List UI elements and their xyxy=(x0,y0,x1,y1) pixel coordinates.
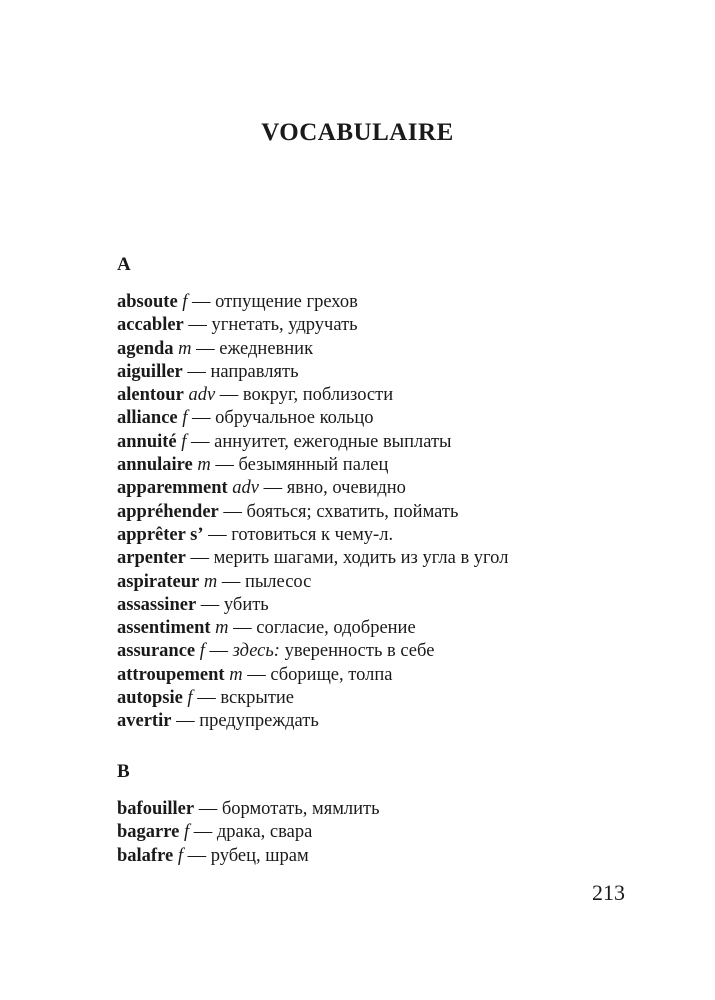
entry-grammar: f xyxy=(182,408,188,429)
entry-term: assassiner xyxy=(117,594,197,615)
entry-dash: — xyxy=(210,455,239,476)
entry-term: alentour xyxy=(117,385,184,406)
entry-definition: рубец, шрам xyxy=(210,845,309,866)
entry-grammar: f xyxy=(183,822,190,843)
entry-definition: мерить шагами, ходить из угла в угол xyxy=(213,548,509,569)
entry-term: autopsie xyxy=(117,688,183,709)
vocabulary-entry xyxy=(117,477,637,500)
entry-term: apprêter s’ xyxy=(117,524,204,545)
entry-grammar: m xyxy=(197,455,211,476)
vocabulary-entry xyxy=(117,361,637,384)
vocabulary-entry xyxy=(117,710,637,733)
entry-definition: отпущение грехов xyxy=(215,292,358,312)
entry-term: arpenter xyxy=(117,548,186,569)
entry-definition: угнетать, удручать xyxy=(211,315,358,336)
vocabulary-entry xyxy=(117,547,637,570)
entry-definition: направлять xyxy=(210,361,299,382)
vocabulary-entry xyxy=(117,687,637,710)
entry-term: aiguiller xyxy=(117,361,183,382)
entry-dash: — xyxy=(217,571,245,592)
vocabulary-entry xyxy=(117,640,637,663)
entry-grammar: m xyxy=(203,571,218,592)
entry-grammar: f xyxy=(181,431,187,452)
entry-definition: пылесос xyxy=(244,571,312,592)
entry-dash: — xyxy=(259,478,287,499)
vocabulary-entry xyxy=(117,524,637,547)
entry-dash: — xyxy=(194,799,222,819)
entry-grammar: f xyxy=(199,641,205,662)
entry-definition: бояться; схватить, поймать xyxy=(246,501,459,522)
entry-dash: — xyxy=(204,641,233,662)
entry-dash: — xyxy=(171,711,200,732)
vocabulary-entry xyxy=(117,821,637,844)
entry-list xyxy=(117,291,637,734)
entry-definition: безымянный палец xyxy=(238,455,389,476)
section-a xyxy=(117,253,637,734)
entry-grammar: f xyxy=(182,292,188,312)
entry-grammar: m xyxy=(229,664,243,685)
entry-term: absoute xyxy=(117,292,178,312)
entry-term: aspirateur xyxy=(117,571,200,592)
entry-dash: — xyxy=(187,292,216,312)
entry-dash: — xyxy=(187,408,216,429)
vocabulary-entry xyxy=(117,407,637,430)
page-number: 213 xyxy=(592,880,625,905)
vocabulary-entry xyxy=(117,571,637,594)
entry-term: bafouiller xyxy=(117,799,195,819)
entry-dash: — xyxy=(182,361,211,382)
entry-dash: — xyxy=(196,594,224,615)
entry-definition: вскрытие xyxy=(220,688,295,709)
entry-dash: — xyxy=(186,431,215,452)
entry-definition: обручальное кольцо xyxy=(215,408,374,429)
entry-dash: — xyxy=(218,501,247,522)
entry-grammar: adv xyxy=(232,478,259,499)
entry-term: annulaire xyxy=(117,455,193,476)
entry-grammar: m xyxy=(215,618,229,639)
entry-term: attroupement xyxy=(117,664,225,685)
entry-grammar: adv xyxy=(188,385,216,406)
entry-term: assurance xyxy=(117,641,196,662)
entry-grammar: f xyxy=(187,688,193,709)
entry-definition: согласие, одобрение xyxy=(256,618,416,639)
entry-definition: предупреждать xyxy=(199,711,319,732)
entry-term: annuité xyxy=(117,431,177,452)
vocabulary-entry xyxy=(117,454,637,477)
vocabulary-entry xyxy=(117,798,637,821)
entry-list xyxy=(117,798,637,868)
entry-term: agenda xyxy=(117,338,174,359)
vocabulary-entry xyxy=(117,501,637,524)
entry-dash: — xyxy=(185,548,214,569)
entry-dash: — xyxy=(215,385,243,406)
entry-dash: — xyxy=(189,822,217,843)
section-letter: B xyxy=(117,761,130,782)
vocabulary-entry xyxy=(117,314,637,337)
entry-definition: уверенность в себе xyxy=(284,641,435,662)
entry-term: assentiment xyxy=(117,618,211,639)
entry-term: appréhender xyxy=(117,501,219,522)
entry-dash: — xyxy=(192,688,221,709)
entry-grammar: f xyxy=(177,845,183,866)
vocabulary-entry xyxy=(117,617,637,640)
entry-dash: — xyxy=(183,315,212,336)
entry-definition: вокруг, поблизости xyxy=(242,385,394,406)
entry-definition: бормотать, мямлить xyxy=(221,799,380,819)
entry-definition: убить xyxy=(223,594,269,615)
entry-term: balafre xyxy=(117,845,174,866)
entry-definition: сборище, толпа xyxy=(270,664,393,685)
entry-dash: — xyxy=(203,524,232,545)
vocabulary-entry xyxy=(117,384,637,407)
vocabulary-entry xyxy=(117,594,637,617)
entry-dash: — xyxy=(228,618,257,639)
section-b xyxy=(117,760,637,868)
page-title: VOCABULAIRE xyxy=(261,119,454,146)
entry-definition: ежедневник xyxy=(219,338,314,359)
entry-term: avertir xyxy=(117,711,172,732)
entry-term: accabler xyxy=(117,315,184,336)
entry-note: здесь: xyxy=(232,641,280,662)
vocabulary-entry xyxy=(117,431,637,454)
entry-term: bagarre xyxy=(117,822,180,843)
entry-grammar: m xyxy=(178,338,192,359)
entry-dash: — xyxy=(191,338,220,359)
vocabulary-entry xyxy=(117,664,637,687)
entry-definition: драка, свара xyxy=(216,822,313,843)
entry-definition: явно, очевидно xyxy=(286,478,406,499)
entry-dash: — xyxy=(242,664,271,685)
entry-term: alliance xyxy=(117,408,178,429)
section-letter: A xyxy=(117,254,131,275)
vocabulary-entry xyxy=(117,338,637,361)
entry-term: apparemment xyxy=(117,478,228,499)
vocabulary-entry xyxy=(117,845,637,868)
entry-definition: готовиться к чему-л. xyxy=(231,524,394,545)
entry-dash: — xyxy=(182,845,211,866)
vocabulary-entry xyxy=(117,291,637,314)
entry-definition: аннуитет, ежегодные выплаты xyxy=(214,431,452,452)
